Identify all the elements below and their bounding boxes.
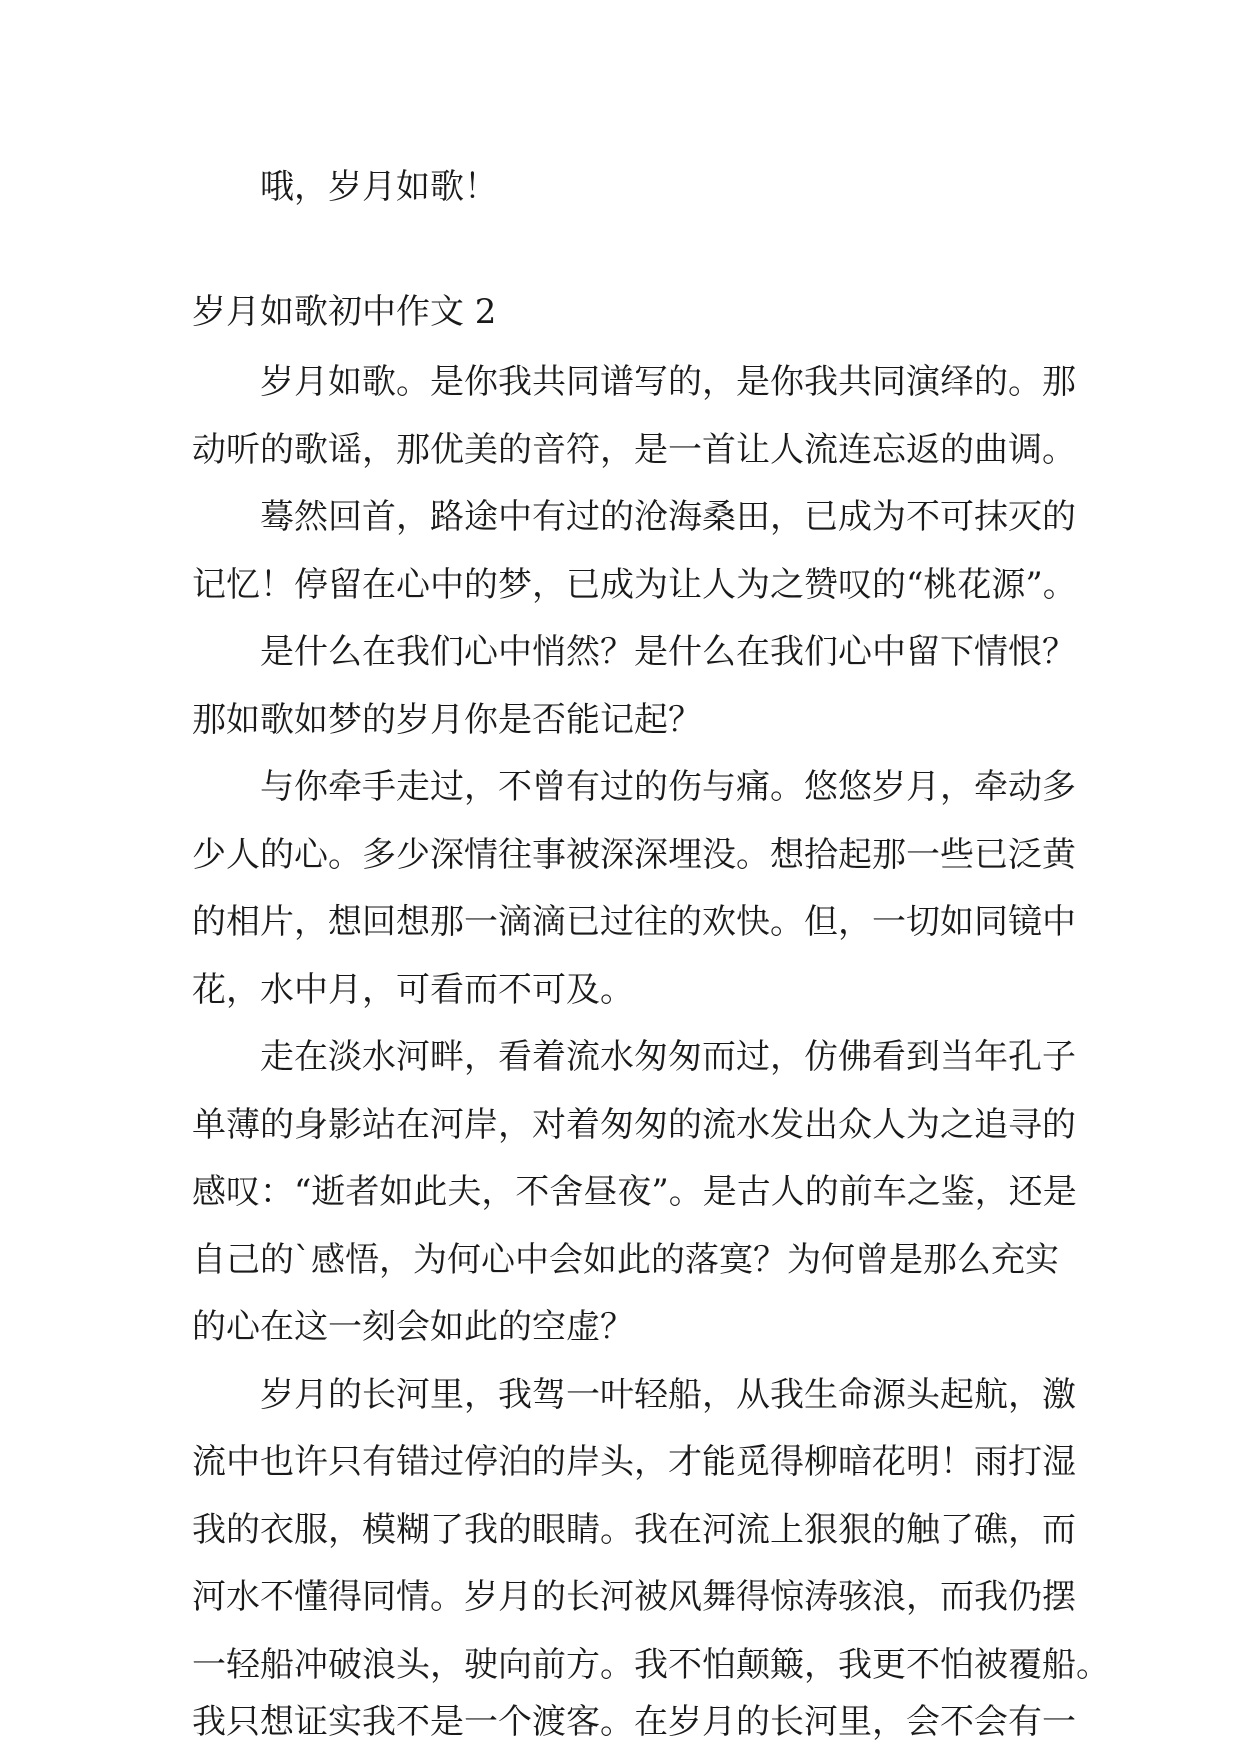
essay-title: 岁月如歌初中作文 2 bbox=[192, 292, 497, 332]
paragraph-line: 流中也许只有错过停泊的岸头，才能觅得柳暗花明！雨打湿 bbox=[192, 1442, 1076, 1482]
paragraph-line: 我的衣服，模糊了我的眼睛。我在河流上狠狠的触了礁，而 bbox=[192, 1510, 1076, 1550]
paragraph-line: 岁月的长河里，我驾一叶轻船，从我生命源头起航，激 bbox=[260, 1375, 1076, 1415]
paragraph-line: 我只想证实我不是一个渡客。在岁月的长河里，会不会有一 bbox=[192, 1702, 1076, 1742]
paragraph-line: 少人的心。多少深情往事被深深埋没。想拾起那一些已泛黄 bbox=[192, 835, 1076, 875]
paragraph-line: 记忆！停留在心中的梦，已成为让人为之赞叹的“桃花源”。 bbox=[192, 565, 1077, 605]
paragraph-line: 感叹：“逝者如此夫，不舍昼夜”。是古人的前车之鉴，还是 bbox=[192, 1172, 1077, 1212]
paragraph-line: 那如歌如梦的岁月你是否能记起？ bbox=[192, 700, 702, 740]
paragraph-line: 一轻船冲破浪头，驶向前方。我不怕颠簸，我更不怕被覆船。 bbox=[192, 1645, 1110, 1685]
paragraph-line: 的心在这一刻会如此的空虚？ bbox=[192, 1307, 634, 1347]
paragraph-line: 自己的`感悟，为何心中会如此的落寞？为何曾是那么充实 bbox=[192, 1240, 1059, 1280]
paragraph-line: 是什么在我们心中悄然？是什么在我们心中留下情恨？ bbox=[260, 632, 1076, 672]
paragraph-line: 与你牵手走过，不曾有过的伤与痛。悠悠岁月，牵动多 bbox=[260, 767, 1076, 807]
paragraph-line: 动听的歌谣，那优美的音符，是一首让人流连忘返的曲调。 bbox=[192, 430, 1076, 470]
paragraph-line: 花，水中月，可看而不可及。 bbox=[192, 970, 634, 1010]
paragraph-line: 河水不懂得同情。岁月的长河被风舞得惊涛骇浪，而我仍摆 bbox=[192, 1577, 1076, 1617]
closing-exclamation: 哦，岁月如歌！ bbox=[260, 167, 498, 207]
paragraph-line: 单薄的身影站在河岸，对着匆匆的流水发出众人为之追寻的 bbox=[192, 1105, 1076, 1145]
paragraph-line: 的相片，想回想那一滴滴已过往的欢快。但，一切如同镜中 bbox=[192, 902, 1076, 942]
paragraph-line: 岁月如歌。是你我共同谱写的，是你我共同演绎的。那 bbox=[260, 362, 1076, 402]
paragraph-line: 蓦然回首，路途中有过的沧海桑田，已成为不可抹灭的 bbox=[260, 497, 1076, 537]
paragraph-line: 走在淡水河畔，看着流水匆匆而过，仿佛看到当年孔子 bbox=[260, 1037, 1076, 1077]
